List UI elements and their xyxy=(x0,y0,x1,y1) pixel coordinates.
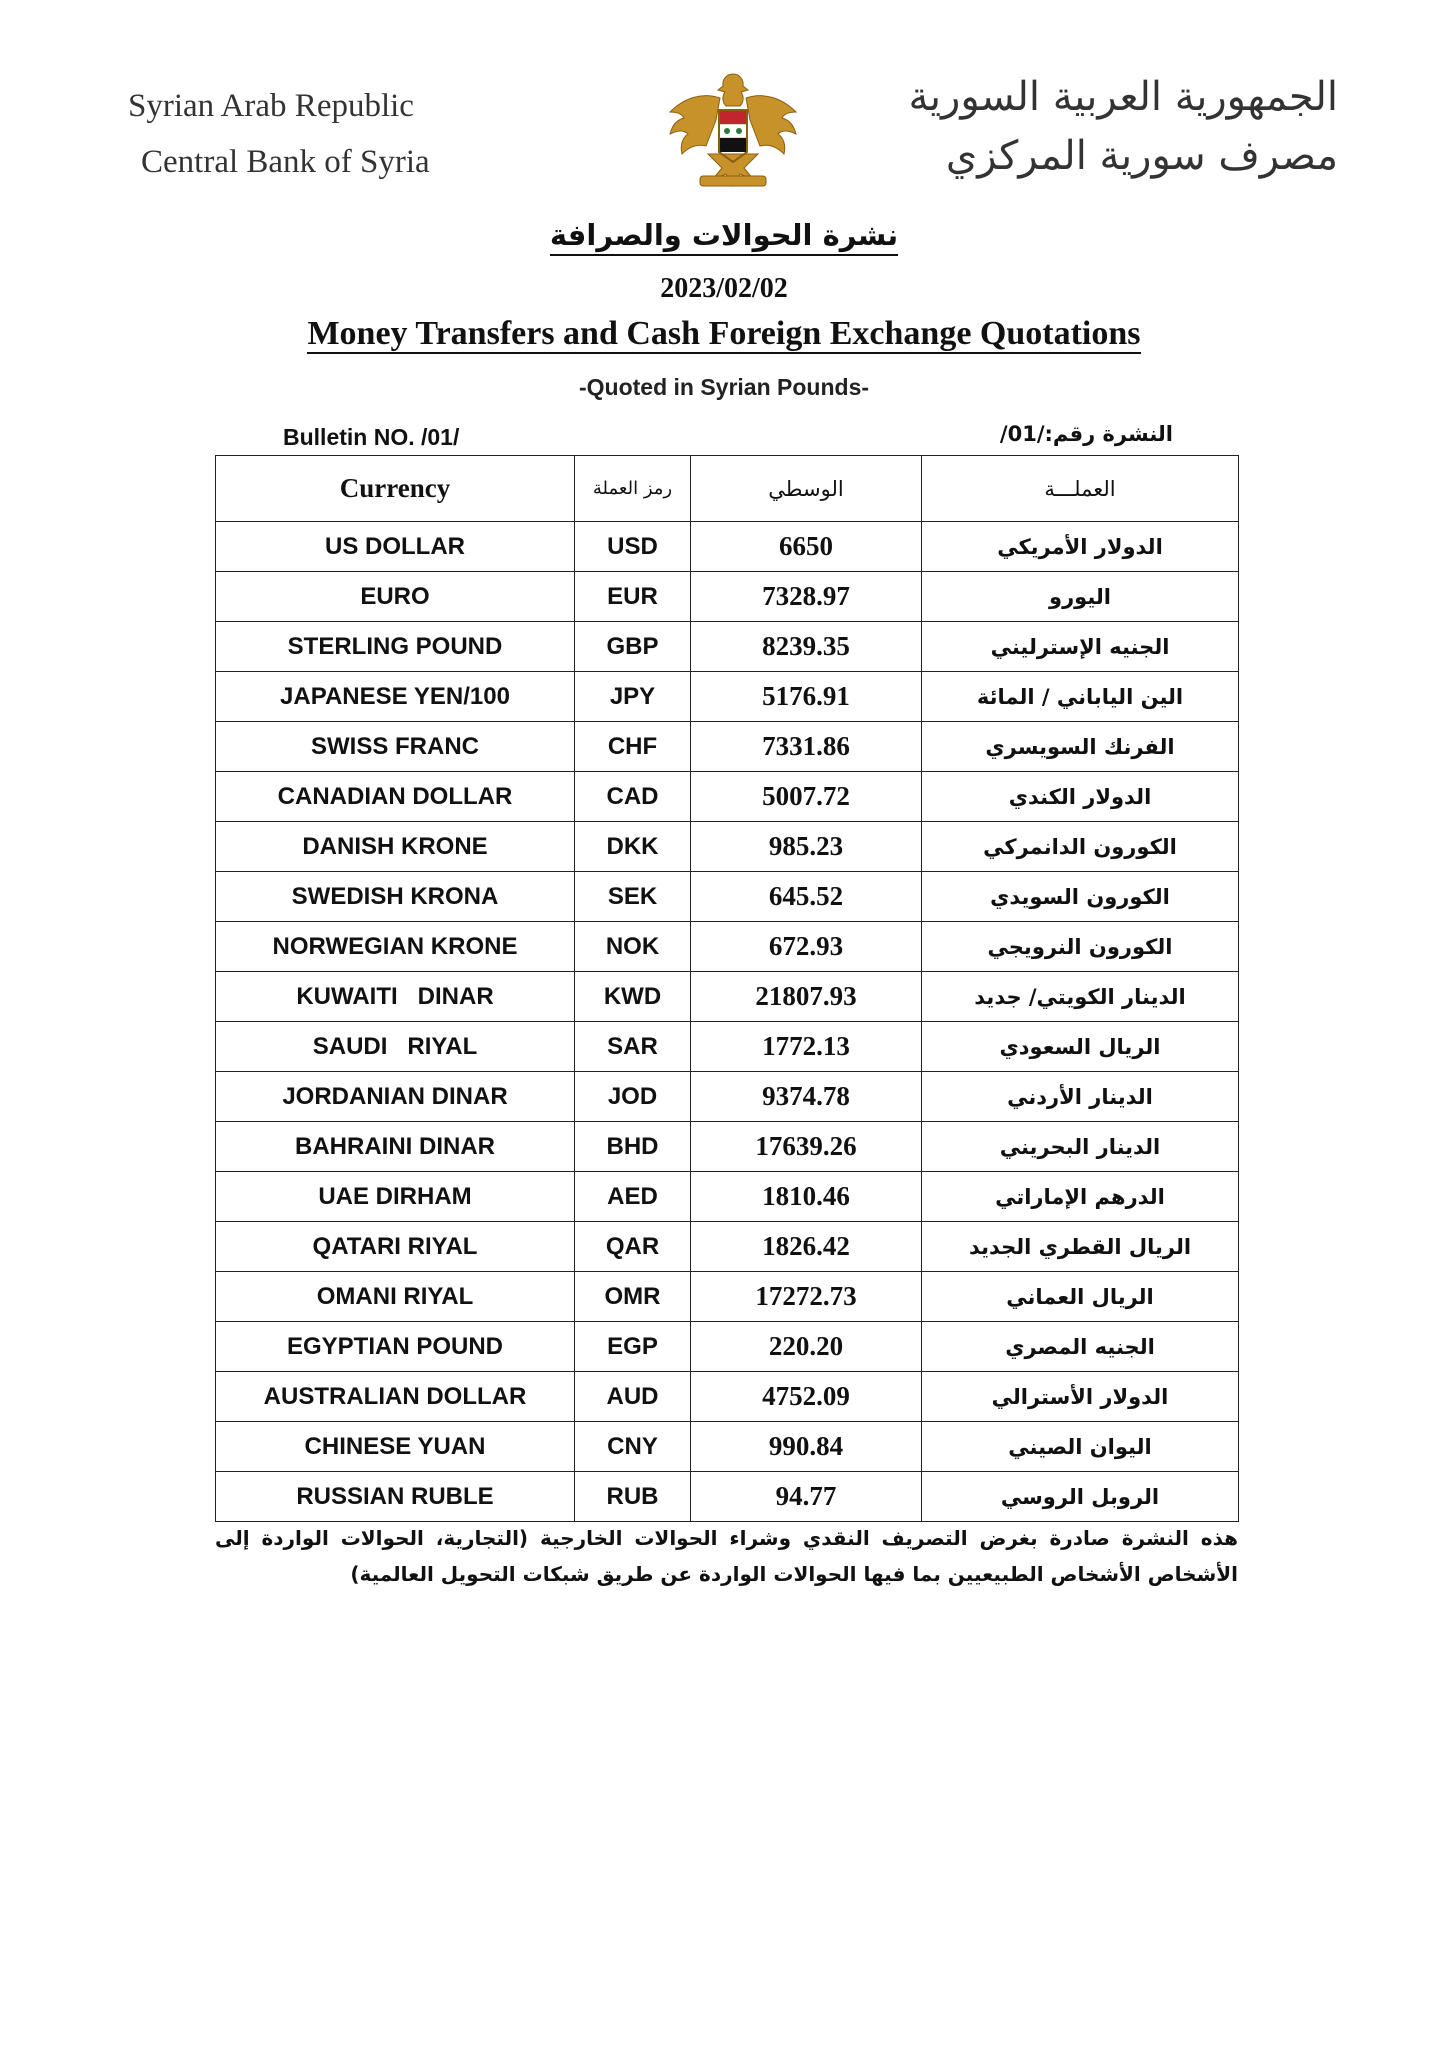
currency-name-ar: الجنيه الإسترليني xyxy=(922,622,1239,672)
mid-rate: 17272.73 xyxy=(691,1272,922,1322)
currency-name-en: JAPANESE YEN/100 xyxy=(216,672,575,722)
currency-code: USD xyxy=(575,522,691,572)
bank-name-en: Central Bank of Syria xyxy=(141,144,430,180)
bulletin-title-en: Money Transfers and Cash Foreign Exchange Quotations xyxy=(307,315,1141,352)
currency-code: CNY xyxy=(575,1422,691,1472)
table-header-row xyxy=(216,456,1239,522)
currency-name-ar: اليوان الصيني xyxy=(922,1422,1239,1472)
currency-name-en: BAHRAINI DINAR xyxy=(216,1122,575,1172)
currency-name-ar: الدينار البحريني xyxy=(922,1122,1239,1172)
currency-name-en: STERLING POUND xyxy=(216,622,575,672)
currency-name-ar: اليورو xyxy=(922,572,1239,622)
currency-code: JOD xyxy=(575,1072,691,1122)
mid-rate: 1826.42 xyxy=(691,1222,922,1272)
currency-name-ar: الكورون السويدي xyxy=(922,872,1239,922)
currency-code: EUR xyxy=(575,572,691,622)
currency-name-en: CANADIAN DOLLAR xyxy=(216,772,575,822)
mid-rate: 1810.46 xyxy=(691,1172,922,1222)
currency-code: KWD xyxy=(575,972,691,1022)
table-row xyxy=(216,1222,1239,1272)
currency-code: SAR xyxy=(575,1022,691,1072)
mid-rate: 4752.09 xyxy=(691,1372,922,1422)
currency-name-en: SWEDISH KRONA xyxy=(216,872,575,922)
currency-name-ar: الدرهم الإماراتي xyxy=(922,1172,1239,1222)
currency-name-en: SAUDI RIYAL xyxy=(216,1022,575,1072)
currency-code: JPY xyxy=(575,672,691,722)
currency-code: CAD xyxy=(575,772,691,822)
table-row xyxy=(216,1422,1239,1472)
currency-name-ar: الجنيه المصري xyxy=(922,1322,1239,1372)
currency-code: RUB xyxy=(575,1472,691,1522)
currency-name-ar: الدينار الأردني xyxy=(922,1072,1239,1122)
currency-name-ar: الريال العماني xyxy=(922,1272,1239,1322)
currency-name-ar: الفرنك السويسري xyxy=(922,722,1239,772)
mid-rate: 7331.86 xyxy=(691,722,922,772)
table-row xyxy=(216,722,1239,772)
currency-code: AUD xyxy=(575,1372,691,1422)
currency-name-en: CHINESE YUAN xyxy=(216,1422,575,1472)
currency-name-ar: الدينار الكويتي/ جديد xyxy=(922,972,1239,1022)
bulletin-title-ar: نشرة الحوالات والصرافة xyxy=(0,218,1448,252)
table-row xyxy=(216,772,1239,822)
table-row xyxy=(216,572,1239,622)
currency-name-en: QATARI RIYAL xyxy=(216,1222,575,1272)
country-name-en: Syrian Arab Republic xyxy=(128,88,414,124)
table-row xyxy=(216,822,1239,872)
table-row xyxy=(216,922,1239,972)
bulletin-footnote: هذه النشرة صادرة بغرض التصريف النقدي وشراء الحوالات الخارجية (التجارية، الحوالات الواردة إلى الأشخاص الأشخاص الطبيعيين بما فيها الحوالات الواردة عن طريق شبكات التحويل العالمية) xyxy=(215,1526,1238,1586)
bulletin-number-ar: النشرة رقم:/01/ xyxy=(999,422,1173,446)
currency-name-en: SWISS FRANC xyxy=(216,722,575,772)
institution-name-en xyxy=(128,78,430,190)
header-currency-code: رمز العملة xyxy=(575,456,691,522)
table-row xyxy=(216,1122,1239,1172)
currency-code: GBP xyxy=(575,622,691,672)
table-row xyxy=(216,1272,1239,1322)
currency-name-en: RUSSIAN RUBLE xyxy=(216,1472,575,1522)
mid-rate: 21807.93 xyxy=(691,972,922,1022)
bank-name-ar: مصرف سورية المركزي xyxy=(945,133,1338,179)
table-row xyxy=(216,1072,1239,1122)
mid-rate: 17639.26 xyxy=(691,1122,922,1172)
bulletin-date: 2023/02/02 xyxy=(660,273,788,304)
exchange-rates-table xyxy=(215,455,1239,1522)
currency-name-ar: الكورون النرويجي xyxy=(922,922,1239,972)
header-currency: Currency xyxy=(216,456,575,522)
mid-rate: 7328.97 xyxy=(691,572,922,622)
quote-currency-note: -Quoted in Syrian Pounds- xyxy=(578,374,870,400)
header-currency-ar: العملـــة xyxy=(922,456,1239,522)
currency-code: EGP xyxy=(575,1322,691,1372)
country-name-ar: الجمهورية العربية السورية xyxy=(908,74,1338,120)
table-row xyxy=(216,672,1239,722)
mid-rate: 672.93 xyxy=(691,922,922,972)
table-row xyxy=(216,972,1239,1022)
header-mid-rate: الوسطي xyxy=(691,456,922,522)
currency-name-en: AUSTRALIAN DOLLAR xyxy=(216,1372,575,1422)
currency-code: CHF xyxy=(575,722,691,772)
currency-name-ar: الين الياباني / المائة xyxy=(922,672,1239,722)
currency-name-en: US DOLLAR xyxy=(216,522,575,572)
currency-name-ar: الدولار الأسترالي xyxy=(922,1372,1239,1422)
currency-name-ar: الدولار الكندي xyxy=(922,772,1239,822)
currency-code: QAR xyxy=(575,1222,691,1272)
mid-rate: 5007.72 xyxy=(691,772,922,822)
table-row xyxy=(216,1372,1239,1422)
currency-code: SEK xyxy=(575,872,691,922)
table-row xyxy=(216,872,1239,922)
table-row xyxy=(216,622,1239,672)
currency-name-en: EGYPTIAN POUND xyxy=(216,1322,575,1372)
currency-code: BHD xyxy=(575,1122,691,1172)
mid-rate: 5176.91 xyxy=(691,672,922,722)
currency-name-en: OMANI RIYAL xyxy=(216,1272,575,1322)
mid-rate: 8239.35 xyxy=(691,622,922,672)
table-row xyxy=(216,522,1239,572)
currency-name-en: DANISH KRONE xyxy=(216,822,575,872)
table-row xyxy=(216,1022,1239,1072)
syrian-eagle-emblem-icon xyxy=(662,68,804,190)
table-row xyxy=(216,1472,1239,1522)
mid-rate: 990.84 xyxy=(691,1422,922,1472)
currency-name-ar: الكورون الدانمركي xyxy=(922,822,1239,872)
currency-name-ar: الريال السعودي xyxy=(922,1022,1239,1072)
table-row xyxy=(216,1322,1239,1372)
mid-rate: 94.77 xyxy=(691,1472,922,1522)
mid-rate: 6650 xyxy=(691,522,922,572)
mid-rate: 220.20 xyxy=(691,1322,922,1372)
currency-name-en: KUWAITI DINAR xyxy=(216,972,575,1022)
mid-rate: 9374.78 xyxy=(691,1072,922,1122)
currency-name-en: NORWEGIAN KRONE xyxy=(216,922,575,972)
currency-name-en: UAE DIRHAM xyxy=(216,1172,575,1222)
bulletin-number-en: Bulletin NO. /01/ xyxy=(283,424,460,450)
currency-name-ar: الروبل الروسي xyxy=(922,1472,1239,1522)
currency-name-en: EURO xyxy=(216,572,575,622)
currency-name-en: JORDANIAN DINAR xyxy=(216,1072,575,1122)
currency-code: OMR xyxy=(575,1272,691,1322)
table-row xyxy=(216,1172,1239,1222)
mid-rate: 645.52 xyxy=(691,872,922,922)
mid-rate: 985.23 xyxy=(691,822,922,872)
currency-code: NOK xyxy=(575,922,691,972)
institution-name-ar xyxy=(908,68,1338,186)
currency-name-ar: الريال القطري الجديد xyxy=(922,1222,1239,1272)
mid-rate: 1772.13 xyxy=(691,1022,922,1072)
currency-code: AED xyxy=(575,1172,691,1222)
currency-name-ar: الدولار الأمريكي xyxy=(922,522,1239,572)
currency-code: DKK xyxy=(575,822,691,872)
